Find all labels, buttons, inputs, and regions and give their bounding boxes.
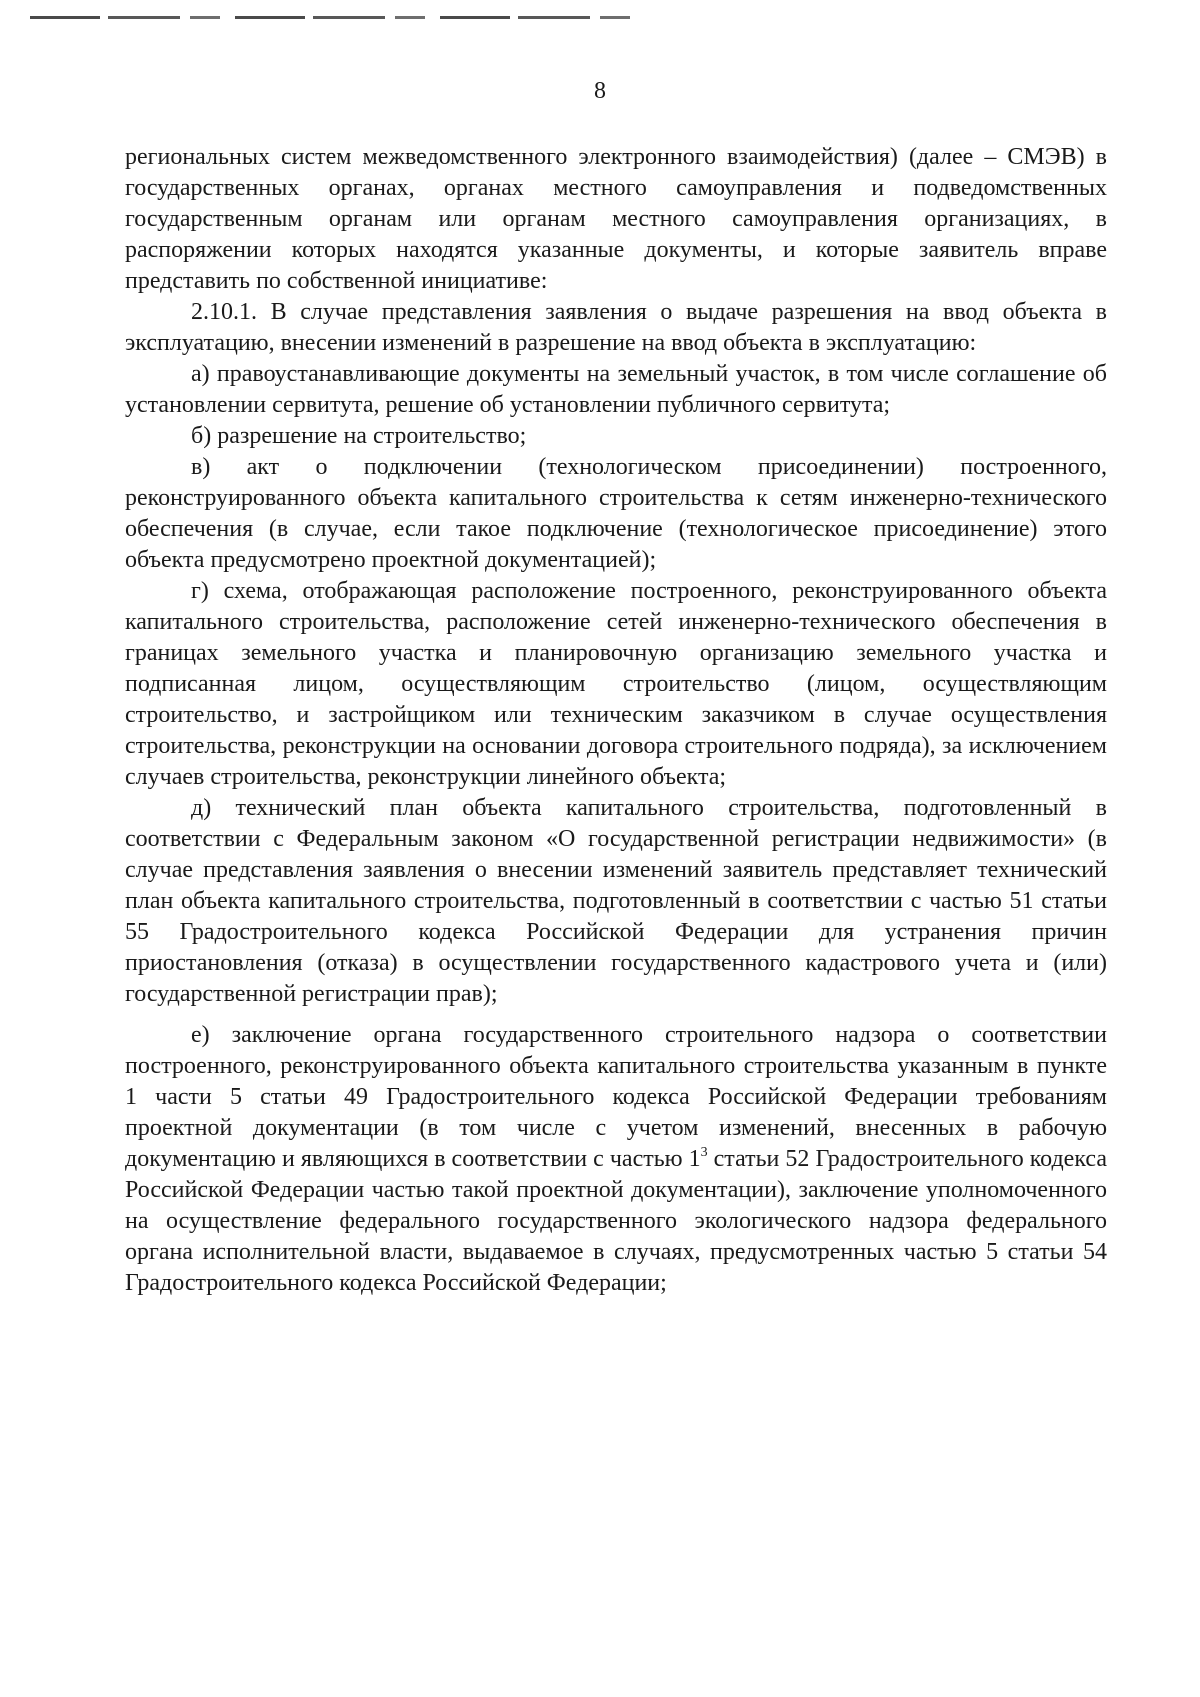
document-body <box>125 142 1107 1299</box>
paragraph-b: б) разрешение на строительство; <box>191 423 527 449</box>
paragraph-d: д) технический план объекта капитального строительства, подготовленный в соответствии с Федеральным законом «О государственной регистрации недвижимости» (в случае представления заявления о внесении изменений заявитель представляет технический план объекта капитального строительства, подготовленный в соответствии с частью 51 статьи 55 Градостроительного кодекса Российской Федерации для устранения причин приостановления (отказа) в осуществлении государственного кадастрового учета и (или) государственной регистрации прав); <box>125 795 1107 1007</box>
paragraph-a: а) правоустанавливающие документы на земельный участок, в том числе соглашение об установлении сервитута, решение об установлении публичного сервитута; <box>125 361 1107 418</box>
paragraph-2-10-1: 2.10.1. В случае представления заявления о выдаче разрешения на ввод объекта в эксплуатацию, внесении изменений в разрешение на ввод объекта в эксплуатацию: <box>125 299 1107 356</box>
superscript-index: 3 <box>700 1145 708 1160</box>
paragraph-e-text-before: е) заключение органа государственного строительного надзора о соответствии построенного, реконструированного объекта капитального строительства указанным в пункте 1 части 5 статьи 49 Градостроительного кодекса Российской Федерации требованиям проектной документации (в том числе с учетом изменений, внесенных в рабочую документацию и являющихся в соответствии с частью 1 <box>125 1022 1107 1172</box>
paragraph-e <box>125 1020 1107 1299</box>
scan-artifact-line <box>30 16 630 19</box>
paragraph-v: в) акт о подключении (технологическом присоединении) построенного, реконструированного объекта капитального строительства к сетям инженерно-технического обеспечения (в случае, если такое подключение (технологическое присоединение) этого объекта предусмотрено проектной документацией); <box>125 454 1107 573</box>
paragraph-g: г) схема, отображающая расположение построенного, реконструированного объекта капитального строительства, расположение сетей инженерно-технического обеспечения в границах земельного участка и планировочную организацию земельного участка и подписанная лицом, осуществляющим строительство (лицом, осуществляющим строительство, и застройщиком или техническим заказчиком в случае осуществления строительства, реконструкции на основании договора строительного подряда), за исключением случаев строительства, реконструкции линейного объекта; <box>125 578 1107 790</box>
page-number: 8 <box>594 78 606 104</box>
paragraph-e-text-after: статьи 52 Градостроительного кодекса Российской Федерации частью такой проектной документации), заключение уполномоченного на осуществление федерального государственного экологического надзора федерального органа исполнительной власти, выдаваемое в случаях, предусмотренных частью 5 статьи 54 Градостроительного кодекса Российской Федерации; <box>125 1146 1107 1296</box>
paragraph-intro: региональных систем межведомственного электронного взаимодействия) (далее – СМЭВ) в государственных органах, органах местного самоуправления и подведомственных государственным органам или органам местного самоуправления организациях, в распоряжении которых находятся указанные документы, и которые заявитель вправе представить по собственной инициативе: <box>125 144 1107 294</box>
